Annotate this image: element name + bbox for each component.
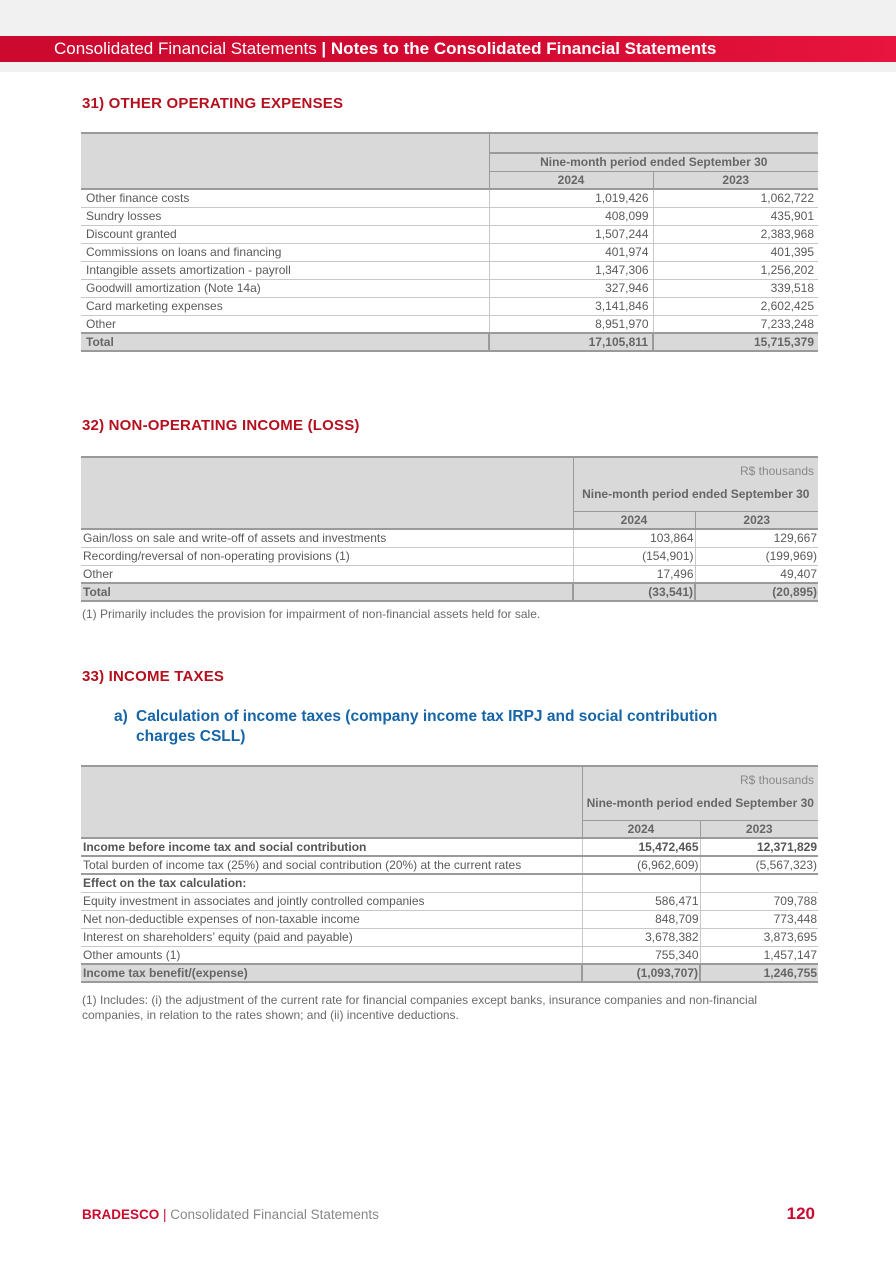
page-header-banner	[0, 36, 896, 62]
row-label: Goodwill amortization (Note 14a)	[81, 279, 489, 297]
value-2024: 3,141,846	[489, 297, 653, 315]
section-32-title: 32) NON-OPERATING INCOME (LOSS)	[82, 417, 360, 434]
table-row	[81, 315, 818, 333]
value-2024: 408,099	[489, 207, 653, 225]
total-label: Total	[81, 583, 573, 601]
header-blank-cell	[81, 766, 582, 838]
row-label: Income before income tax and social contribution	[81, 838, 582, 856]
value-2024: 848,709	[582, 910, 700, 928]
value-2023: 435,901	[653, 207, 818, 225]
value-2024: 401,974	[489, 243, 653, 261]
value-2023: 12,371,829	[700, 838, 818, 856]
row-label: Card marketing expenses	[81, 297, 489, 315]
total-2023: 15,715,379	[653, 333, 818, 351]
row-label: Intangible assets amortization - payroll	[81, 261, 489, 279]
footer-brand: BRADESCO	[82, 1207, 160, 1222]
value-2024: 755,340	[582, 946, 700, 964]
table-row	[81, 207, 818, 225]
year-2023-header: 2023	[700, 820, 818, 838]
row-label: Interest on shareholders’ equity (paid and payable)	[81, 928, 582, 946]
row-label: Total burden of income tax (25%) and social contribution (20%) at the current rates	[81, 856, 582, 874]
table-row	[81, 856, 818, 874]
value-2023: (199,969)	[695, 547, 818, 565]
value-2023: 49,407	[695, 565, 818, 583]
value-2023: (5,567,323)	[700, 856, 818, 874]
page-footer	[82, 1207, 379, 1222]
table-income-taxes	[81, 765, 818, 983]
total-2023: (20,895)	[695, 583, 818, 601]
value-2024: 327,946	[489, 279, 653, 297]
table-row	[81, 838, 818, 856]
header-separator: |	[316, 39, 331, 58]
row-label: Discount granted	[81, 225, 489, 243]
total-row	[81, 333, 818, 351]
table-row	[81, 928, 818, 946]
header-part1: Consolidated Financial Statements	[54, 39, 317, 58]
header-empty-cell	[489, 133, 818, 153]
value-2023: 339,518	[653, 279, 818, 297]
value-2023: 401,395	[653, 243, 818, 261]
table-row	[81, 297, 818, 315]
value-2024: 8,951,970	[489, 315, 653, 333]
footer-separator: |	[159, 1207, 171, 1222]
total-2024: (1,093,707)	[582, 964, 700, 982]
value-2023: 7,233,248	[653, 315, 818, 333]
value-2023: 1,256,202	[653, 261, 818, 279]
table-row	[81, 910, 818, 928]
section-33a-subtitle	[114, 707, 814, 747]
table-row	[81, 243, 818, 261]
table-row	[81, 225, 818, 243]
row-label: Commissions on loans and financing	[81, 243, 489, 261]
subtitle-line-1: Calculation of income taxes (company income tax IRPJ and social contribution	[136, 708, 718, 725]
header-blank-cell	[81, 133, 489, 189]
value-2024: 3,678,382	[582, 928, 700, 946]
value-2023: 2,383,968	[653, 225, 818, 243]
table-row	[81, 547, 818, 565]
period-header: Nine-month period ended September 30	[582, 788, 818, 820]
value-2024: 1,019,426	[489, 189, 653, 207]
value-2024: 17,496	[573, 565, 695, 583]
value-2024: 1,347,306	[489, 261, 653, 279]
unit-label: R$ thousands	[573, 457, 818, 479]
table-row	[81, 279, 818, 297]
table-row	[81, 892, 818, 910]
total-label: Total	[81, 333, 489, 351]
effect-label: Effect on the tax calculation:	[81, 874, 582, 892]
row-label: Sundry losses	[81, 207, 489, 225]
subtitle-line-2: charges CSLL)	[136, 728, 246, 745]
row-label: Recording/reversal of non-operating provisions (1)	[81, 547, 573, 565]
page-number: 120	[786, 1204, 815, 1223]
year-2023-header: 2023	[695, 511, 818, 529]
footer-text: Consolidated Financial Statements	[170, 1207, 379, 1222]
year-2024-header: 2024	[582, 820, 700, 838]
value-2024: 15,472,465	[582, 838, 700, 856]
value-2024: 586,471	[582, 892, 700, 910]
row-label: Other finance costs	[81, 189, 489, 207]
table-row	[81, 874, 818, 892]
total-row	[81, 964, 818, 982]
section-33-title: 33) INCOME TAXES	[82, 668, 225, 685]
header-blank-cell	[81, 457, 573, 529]
empty-cell	[582, 874, 700, 892]
value-2023: 2,602,425	[653, 297, 818, 315]
subtitle-number: a)	[114, 708, 128, 725]
value-2024: 103,864	[573, 529, 695, 547]
total-2024: (33,541)	[573, 583, 695, 601]
value-2023: 709,788	[700, 892, 818, 910]
unit-label: R$ thousands	[582, 766, 818, 788]
total-row	[81, 583, 818, 601]
row-label: Other	[81, 315, 489, 333]
table-row	[81, 529, 818, 547]
value-2024: (154,901)	[573, 547, 695, 565]
period-header: Nine-month period ended September 30	[489, 153, 818, 171]
section-31-title: 31) OTHER OPERATING EXPENSES	[82, 95, 344, 112]
row-label: Other	[81, 565, 573, 583]
table-row	[81, 565, 818, 583]
total-label: Income tax benefit/(expense)	[81, 964, 582, 982]
table-row	[81, 946, 818, 964]
header-part2: Notes to the Consolidated Financial Statements	[330, 39, 717, 58]
row-label: Equity investment in associates and jointly controlled companies	[81, 892, 582, 910]
table-other-operating-expenses	[81, 132, 818, 352]
table-row	[81, 189, 818, 207]
row-label: Gain/loss on sale and write-off of assets and investments	[81, 529, 573, 547]
year-2024-header: 2024	[573, 511, 695, 529]
year-2023-header: 2023	[653, 171, 818, 189]
row-label: Other amounts (1)	[81, 946, 582, 964]
total-2023: 1,246,755	[700, 964, 818, 982]
table-row	[81, 261, 818, 279]
value-2024: 1,507,244	[489, 225, 653, 243]
section-33-footnote: (1) Includes: (i) the adjustment of the current rate for financial companies except banks, insurance companies and non-financial companies, in relation to the rates shown; and (ii) incentive deductions.	[82, 993, 758, 1022]
value-2024: (6,962,609)	[582, 856, 700, 874]
empty-cell	[700, 874, 818, 892]
period-header: Nine-month period ended September 30	[573, 479, 818, 511]
value-2023: 1,457,147	[700, 946, 818, 964]
value-2023: 773,448	[700, 910, 818, 928]
year-2024-header: 2024	[489, 171, 653, 189]
table-header-row	[81, 133, 818, 153]
total-2024: 17,105,811	[489, 333, 653, 351]
value-2023: 3,873,695	[700, 928, 818, 946]
section-32-footnote: (1) Primarily includes the provision for impairment of non-financial assets held for sale.	[82, 607, 541, 621]
table-header-row	[81, 766, 818, 788]
value-2023: 129,667	[695, 529, 818, 547]
table-header-row	[81, 457, 818, 479]
row-label: Net non-deductible expenses of non-taxable income	[81, 910, 582, 928]
table-non-operating-income	[81, 456, 818, 602]
value-2023: 1,062,722	[653, 189, 818, 207]
